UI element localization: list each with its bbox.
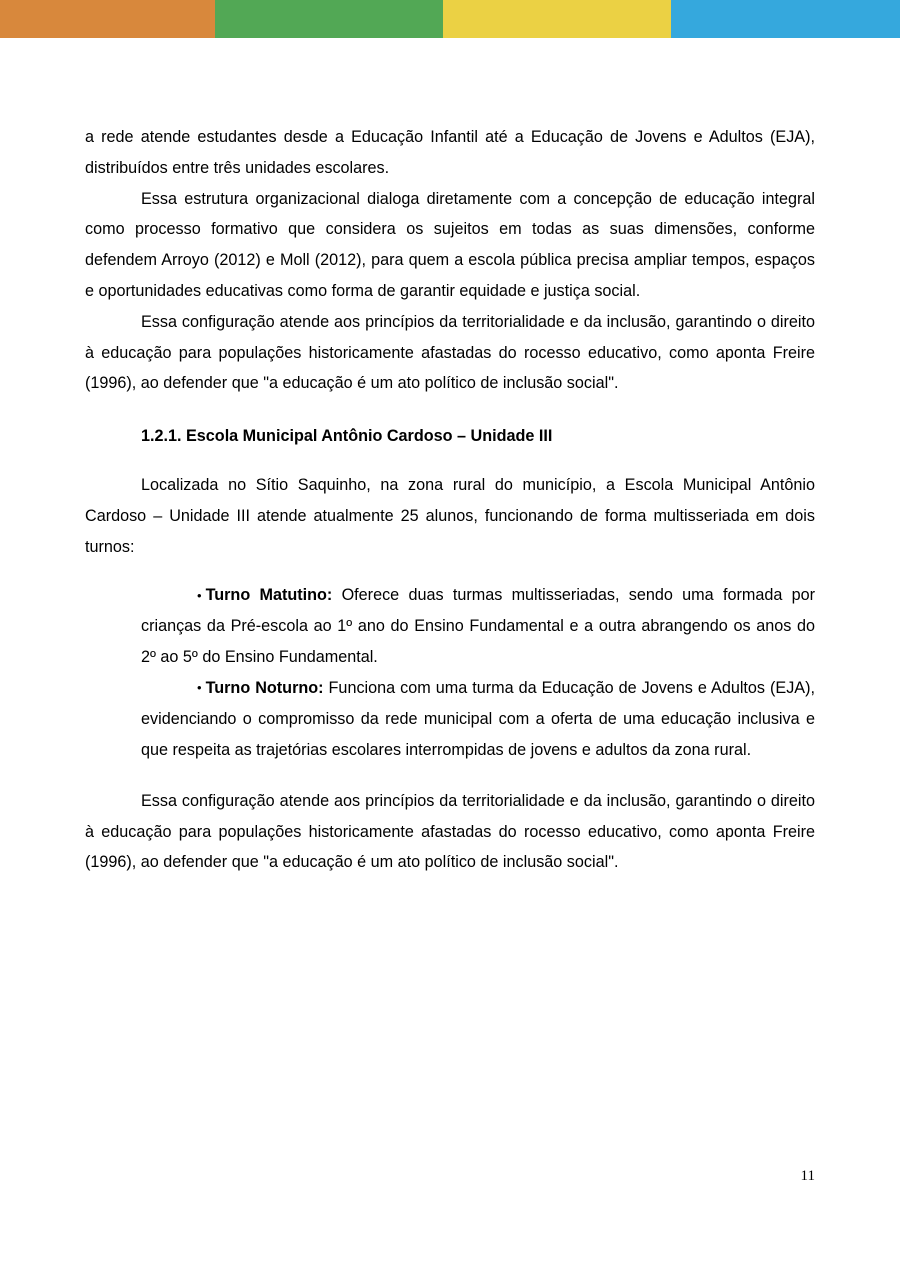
bullet-dot-icon: • [197,680,202,696]
color-band-blue [671,0,900,38]
paragraph-territoriality-first: Essa configuração atende aos princípios da territorialidade e da inclusão, garantindo o direito à educação para populações historicamente afastadas do rocesso educativo, como aponta Freire (1996), ao defender que "a educação é um ato político de inclusão social". [85,312,815,393]
paragraph-territoriality-second: Essa configuração atende aos princípios da territorialidade e da inclusão, garantindo o direito à educação para populações historicamente afastadas do rocesso educativo, como aponta Freire (1996), ao defender que "a educação é um ato político de inclusão social". [85,791,815,872]
list-item-text: Oferece duas turmas multisseriadas, sendo uma formada por crianças da Pré-escola ao 1º ano do Ensino Fundamental e a outra abrangendo os anos do 2º ao 5º do Ensino Fundamental. [141,586,815,667]
bullet-dot-icon: • [197,587,202,603]
page-number: 11 [800,1168,815,1184]
paragraph-school-description: Localizada no Sítio Saquinho, na zona rural do município, a Escola Municipal Antônio Cardoso – Unidade III atende atualmente 25 alunos, funcionando de forma multisseriada em dois turnos: [85,475,815,556]
paragraph-continuation: a rede atende estudantes desde a Educação Infantil até a Educação de Jovens e Adultos (EJA), distribuídos entre três unidades escolares. [85,128,815,177]
list-item [141,580,815,673]
color-band-orange [0,0,215,38]
list-item-lead: Turno Matutino: [205,586,333,605]
list-item [141,673,815,766]
bullet-list [85,580,815,765]
list-item-lead: Turno Noturno: [205,679,324,698]
list-item-text: Funciona com uma turma da Educação de Jovens e Adultos (EJA), evidenciando o compromisso da rede municipal com a oferta de uma educação inclusiva e que respeita as trajetórias escolares interrompidas de jovens e adultos da zona rural. [141,679,815,759]
decorative-top-color-bar [0,0,900,38]
paragraph-organizational-structure: Essa estrutura organizacional dialoga diretamente com a concepção de educação integral como processo formativo que considera os sujeitos em todas as suas dimensões, conforme defendem Arroyo (2012) e Moll (2012), para quem a escola pública precisa ampliar tempos, espaços e oportunidades educativas como forma de garantir equidade e justiça social. [85,189,815,300]
document-body [85,122,815,878]
color-band-yellow [443,0,671,38]
color-band-green [215,0,443,38]
document-page [0,122,900,878]
section-heading-1-2-1: 1.2.1. Escola Municipal Antônio Cardoso – Unidade III [141,427,553,446]
